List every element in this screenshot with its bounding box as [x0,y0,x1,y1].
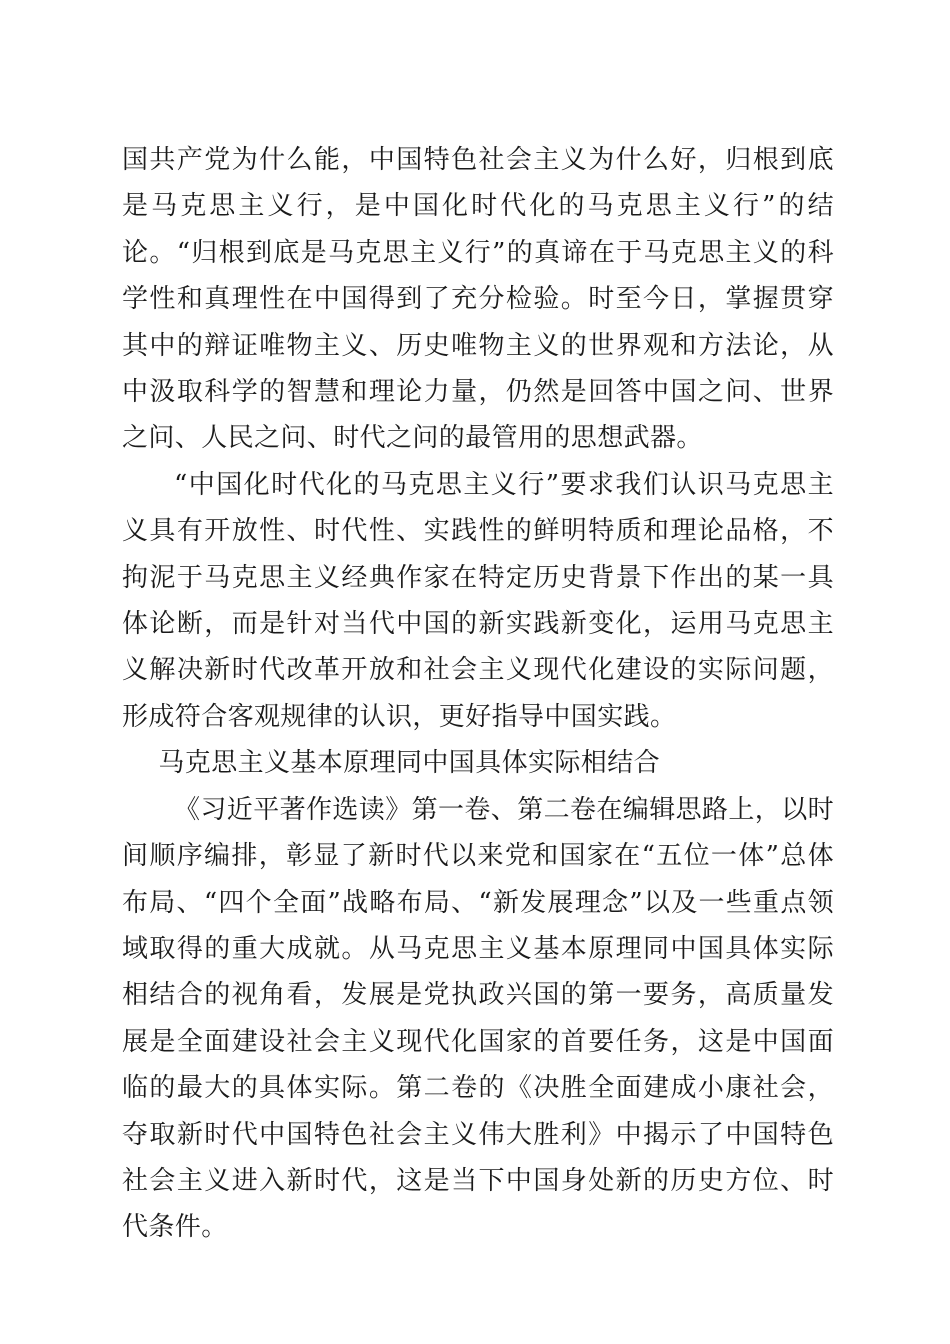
paragraph-continued: 国共产党为什么能，中国特色社会主义为什么好，归根到底是马克思主义行，是中国化时代化的马克思主义行”的结论。“归根到底是马克思主义行”的真谛在于马克思主义的科学性和真理性在中国得到了充分检验。时至今日，掌握贯穿其中的辩证唯物主义、历史唯物主义的世界观和方法论，从中汲取科学的智慧和理论力量，仍然是回答中国之问、世界之问、人民之问、时代之问的最管用的思想武器。 [122,145,834,454]
paragraph-open-practical: “中国化时代化的马克思主义行”要求我们认识马克思主义具有开放性、时代性、实践性的鲜明特质和理论品格，不拘泥于马克思主义经典作家在特定历史背景下作出的某一具体论断，而是针对当代中国的新实践新变化，运用马克思主义解决新时代改革开放和社会主义现代化建设的实际问题，形成符合客观规律的认识，更好指导中国实践。 [122,469,834,732]
paragraph-selected-works: 《习近平著作选读》第一卷、第二卷在编辑思路上，以时间顺序编排，彰显了新时代以来党和国家在“五位一体”总体布局、“四个全面”战略布局、“新发展理念”以及一些重点领域取得的重大成就。从马克思主义基本原理同中国具体实际相结合的视角看，发展是党执政兴国的第一要务，高质量发展是全面建设社会主义现代化国家的首要任务，这是中国面临的最大的具体实际。第二卷的《决胜全面建成小康社会，夺取新时代中国特色社会主义伟大胜利》中揭示了中国特色社会主义进入新时代，这是当下中国身处新的历史方位、时代条件。 [122,794,835,1243]
document-body [122,137,834,1251]
section-heading: 马克思主义基本原理同中国具体实际相结合 [158,748,660,779]
